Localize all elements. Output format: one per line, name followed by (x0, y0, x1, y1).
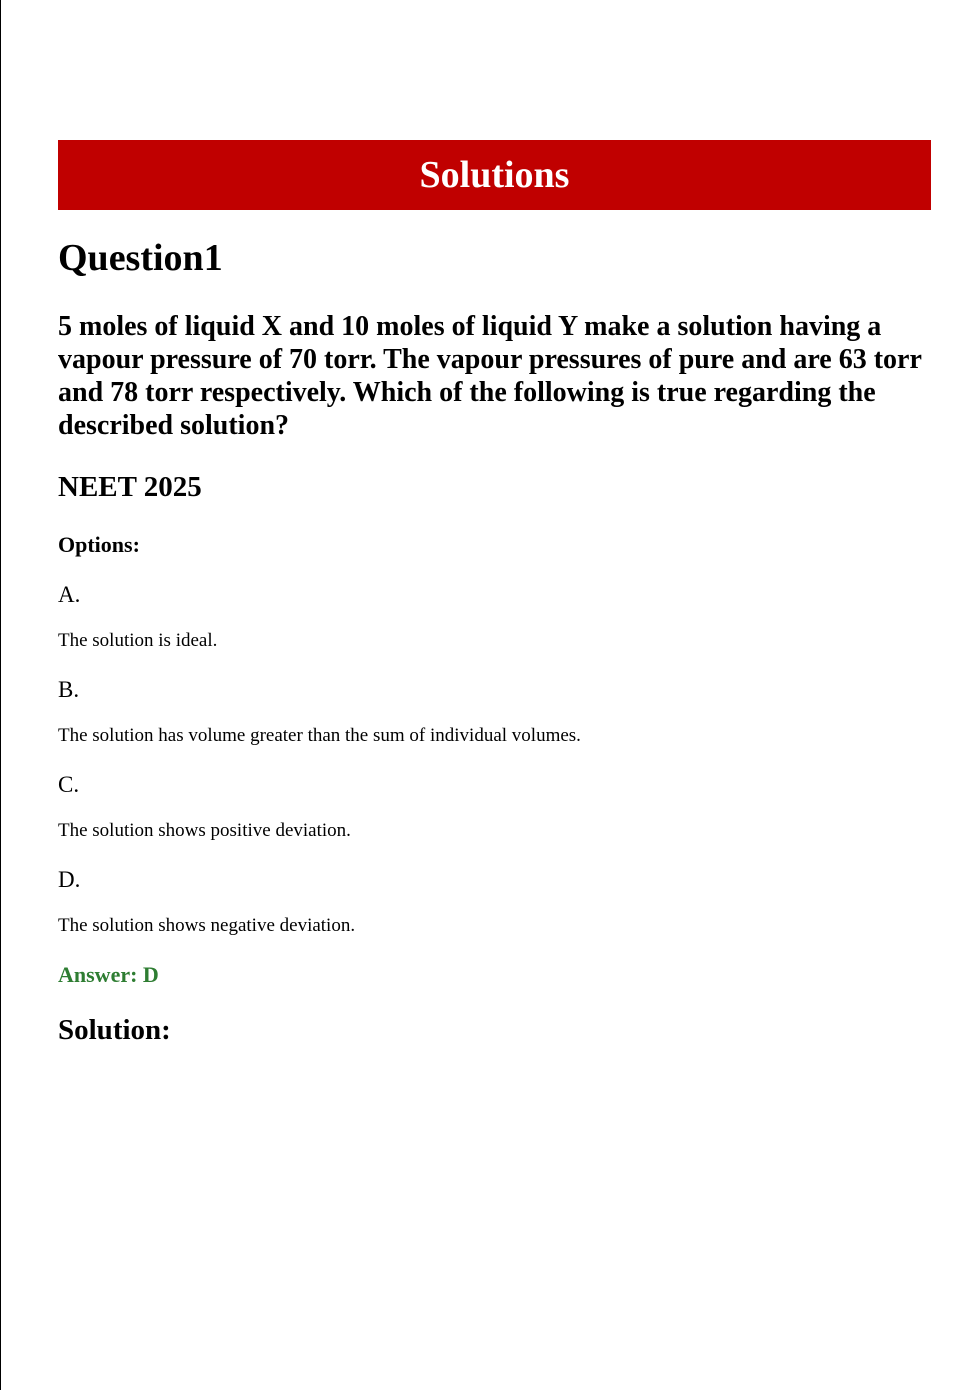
option-a (58, 582, 931, 653)
option-text: The solution is ideal. (58, 630, 218, 651)
option-b (58, 677, 931, 748)
options-label: Options: (58, 532, 140, 557)
option-letter: D. (58, 867, 81, 892)
section-banner (58, 140, 931, 210)
question-heading: Question1 (58, 237, 223, 279)
answer-label: Answer: D (58, 962, 159, 987)
option-text: The solution shows positive deviation. (58, 820, 351, 841)
option-d (58, 867, 931, 938)
banner-title: Solutions (419, 154, 570, 196)
question-content (58, 236, 931, 1047)
option-letter: B. (58, 677, 80, 702)
option-letter: C. (58, 772, 80, 797)
option-letter: A. (58, 582, 81, 607)
question-text: 5 moles of liquid X and 10 moles of liquid Y make a solution having a vapour pressure of 70 torr. The vapour pressures of pure and are 63 torr and 78 torr respectively. Which of the following is true regarding the described solution? (58, 311, 922, 441)
exam-tag: NEET 2025 (58, 471, 202, 503)
page-left-border (0, 0, 1, 1390)
option-text: The solution shows negative deviation. (58, 915, 356, 936)
option-text: The solution has volume greater than the sum of individual volumes. (58, 725, 581, 746)
solution-heading: Solution: (58, 1014, 171, 1046)
option-c (58, 772, 931, 843)
